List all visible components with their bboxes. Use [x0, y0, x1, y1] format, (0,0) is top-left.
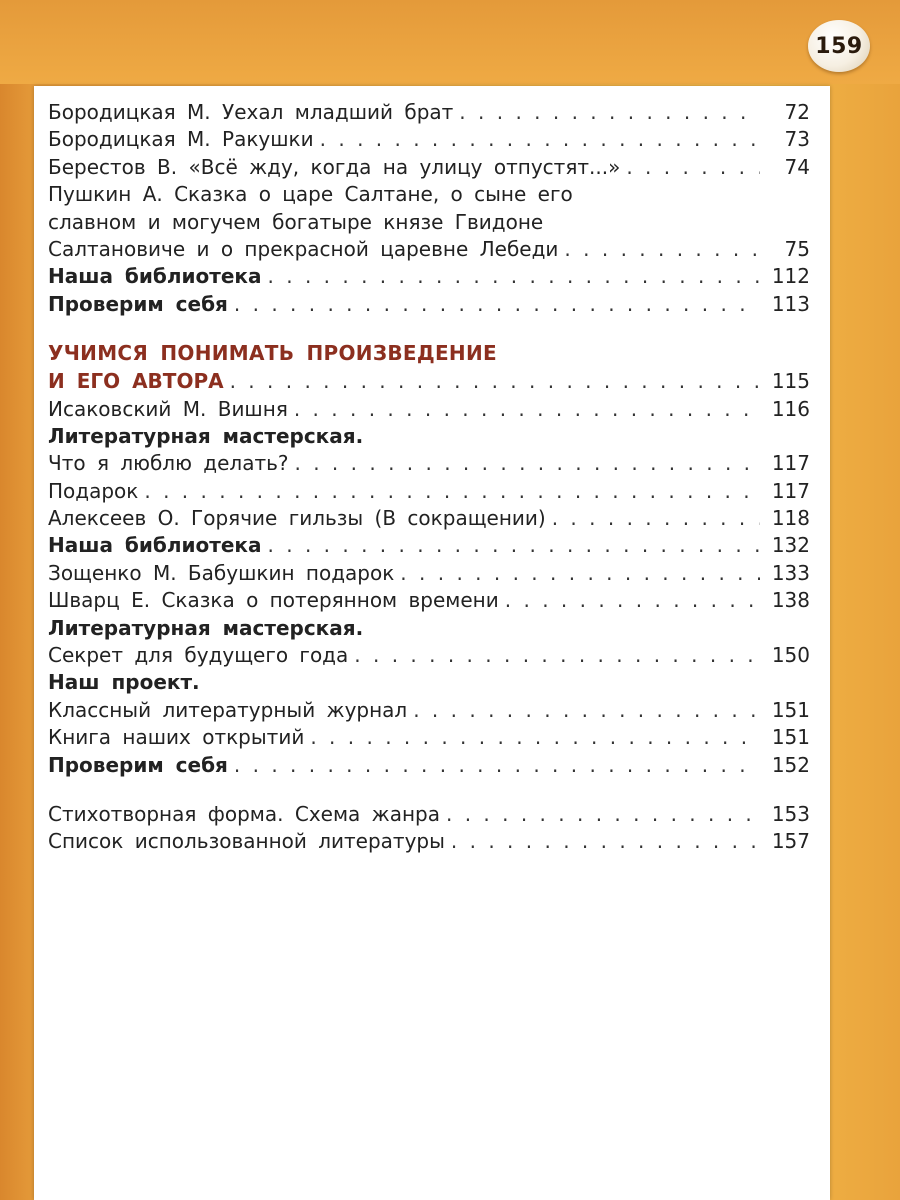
table-of-contents	[48, 100, 810, 857]
dot-leader	[234, 292, 760, 316]
toc-entry[interactable]	[48, 292, 810, 319]
toc-entry-page: 138	[771, 588, 810, 613]
toc-entry-title: Что я люблю делать?	[48, 451, 289, 476]
toc-entry-title-line-1: Пушкин А. Сказка о царе Салтане, о сыне его	[48, 182, 573, 207]
toc-entry[interactable]	[48, 451, 810, 478]
dot-leader	[451, 829, 760, 853]
toc-entry-title: Наша библиотека	[48, 533, 262, 558]
toc-entry[interactable]	[48, 479, 810, 506]
toc-entry-page: 74	[784, 154, 810, 179]
dot-leader	[295, 451, 761, 475]
toc-entry[interactable]	[48, 561, 810, 588]
toc-entry-line	[48, 182, 810, 209]
dot-leader	[505, 588, 760, 612]
toc-entry-title: Наша библиотека	[48, 264, 262, 289]
toc-entry-page: 132	[771, 533, 810, 558]
dot-leader	[354, 643, 760, 667]
dot-leader	[310, 725, 760, 749]
toc-entry-title: Исаковский М. Вишня	[48, 396, 288, 421]
contents-sheet	[34, 86, 830, 1200]
toc-entry-page: 75	[784, 236, 810, 261]
toc-entry[interactable]	[48, 588, 810, 615]
toc-entry-title: Зощенко М. Бабушкин подарок	[48, 560, 395, 585]
toc-entry-title: Книга наших открытий	[48, 725, 305, 750]
toc-entry[interactable]	[48, 533, 810, 560]
toc-entry-page: 151	[771, 725, 810, 750]
dot-leader	[268, 264, 760, 288]
toc-entry[interactable]	[48, 127, 810, 154]
toc-entry-page: 116	[771, 396, 810, 421]
toc-entry-page: 157	[771, 829, 810, 854]
toc-entry-title: Бородицкая М. Уехал младший брат	[48, 100, 454, 124]
page-number-badge	[808, 20, 870, 72]
toc-subheading	[48, 670, 810, 697]
toc-entry[interactable]	[48, 643, 810, 670]
dot-leader	[234, 753, 760, 777]
toc-entry[interactable]	[48, 725, 810, 752]
toc-entry[interactable]	[48, 698, 810, 725]
orange-top-band	[0, 0, 900, 84]
toc-entry-title: Список использованной литературы	[48, 829, 445, 854]
dot-leader	[446, 802, 760, 826]
dot-leader	[268, 533, 760, 557]
toc-entry-page: 117	[771, 451, 810, 476]
toc-entry-page: 150	[771, 643, 810, 668]
toc-entry-page: 152	[771, 752, 810, 777]
toc-entry-page: 153	[771, 801, 810, 826]
dot-leader	[564, 237, 760, 261]
toc-entry-title-line-3: Салтановиче и о прекрасной царевне Лебеди	[48, 236, 559, 261]
dot-leader	[230, 369, 760, 393]
toc-entry-page: 151	[771, 697, 810, 722]
dot-leader	[294, 397, 760, 421]
page-number: 159	[815, 33, 863, 59]
toc-entry-page: 133	[771, 560, 810, 585]
dot-leader	[459, 100, 760, 124]
toc-entry-page: 112	[771, 264, 810, 289]
dot-leader	[626, 155, 760, 179]
toc-entry-title: Подарок	[48, 478, 139, 503]
toc-entry-title-line-2: славном и могучем богатыре князе Гвидоне	[48, 209, 544, 234]
section-title-line-1: УЧИМСЯ ПОНИМАТЬ ПРОИЗВЕДЕНИЕ	[48, 341, 497, 366]
toc-entry[interactable]	[48, 802, 810, 829]
toc-entry-line	[48, 210, 810, 237]
toc-entry-title: Проверим себя	[48, 752, 228, 777]
toc-entry-page: 72	[784, 100, 810, 124]
toc-entry[interactable]	[48, 100, 810, 127]
section-heading-line	[48, 341, 810, 369]
dot-leader	[400, 561, 760, 585]
toc-entry-title: Классный литературный журнал	[48, 697, 408, 722]
toc-entry-pushkin[interactable]	[48, 182, 810, 264]
toc-entry[interactable]	[48, 829, 810, 856]
toc-entry-title: Шварц Е. Сказка о потерянном времени	[48, 588, 499, 613]
dot-leader	[144, 479, 760, 503]
toc-subheading	[48, 424, 810, 451]
dot-leader	[320, 127, 760, 151]
toc-entry[interactable]	[48, 264, 810, 291]
section-heading-line	[48, 369, 810, 396]
toc-entry[interactable]	[48, 753, 810, 780]
toc-entry-page: 117	[771, 478, 810, 503]
section-heading[interactable]	[48, 341, 810, 396]
dot-leader	[413, 698, 760, 722]
toc-entry[interactable]	[48, 506, 810, 533]
toc-entry[interactable]	[48, 397, 810, 424]
toc-entry-title: Стихотворная форма. Схема жанра	[48, 801, 440, 826]
toc-entry[interactable]	[48, 155, 810, 182]
toc-entry-title: Проверим себя	[48, 291, 228, 316]
toc-entry-title: Бородицкая М. Ракушки	[48, 127, 314, 152]
toc-entry-page: 115	[771, 369, 810, 394]
dot-leader	[552, 506, 760, 530]
toc-subheading	[48, 616, 810, 643]
toc-subheading-title: Литературная мастерская.	[48, 423, 364, 448]
section-title-line-2: И ЕГО АВТОРА	[48, 369, 224, 394]
toc-entry-title: Берестов В. «Всё жду, когда на улицу отпустят...»	[48, 154, 621, 179]
toc-entry-page: 73	[784, 127, 810, 152]
toc-subheading-title: Наш проект.	[48, 670, 200, 695]
toc-entry-title: Секрет для будущего года	[48, 643, 349, 668]
toc-subheading-title: Литературная мастерская.	[48, 615, 364, 640]
toc-entry-title: Алексеев О. Горячие гильзы (В сокращении)	[48, 506, 546, 531]
toc-entry-line	[48, 237, 810, 264]
toc-entry-page: 113	[771, 291, 810, 316]
toc-entry-page: 118	[771, 506, 810, 531]
